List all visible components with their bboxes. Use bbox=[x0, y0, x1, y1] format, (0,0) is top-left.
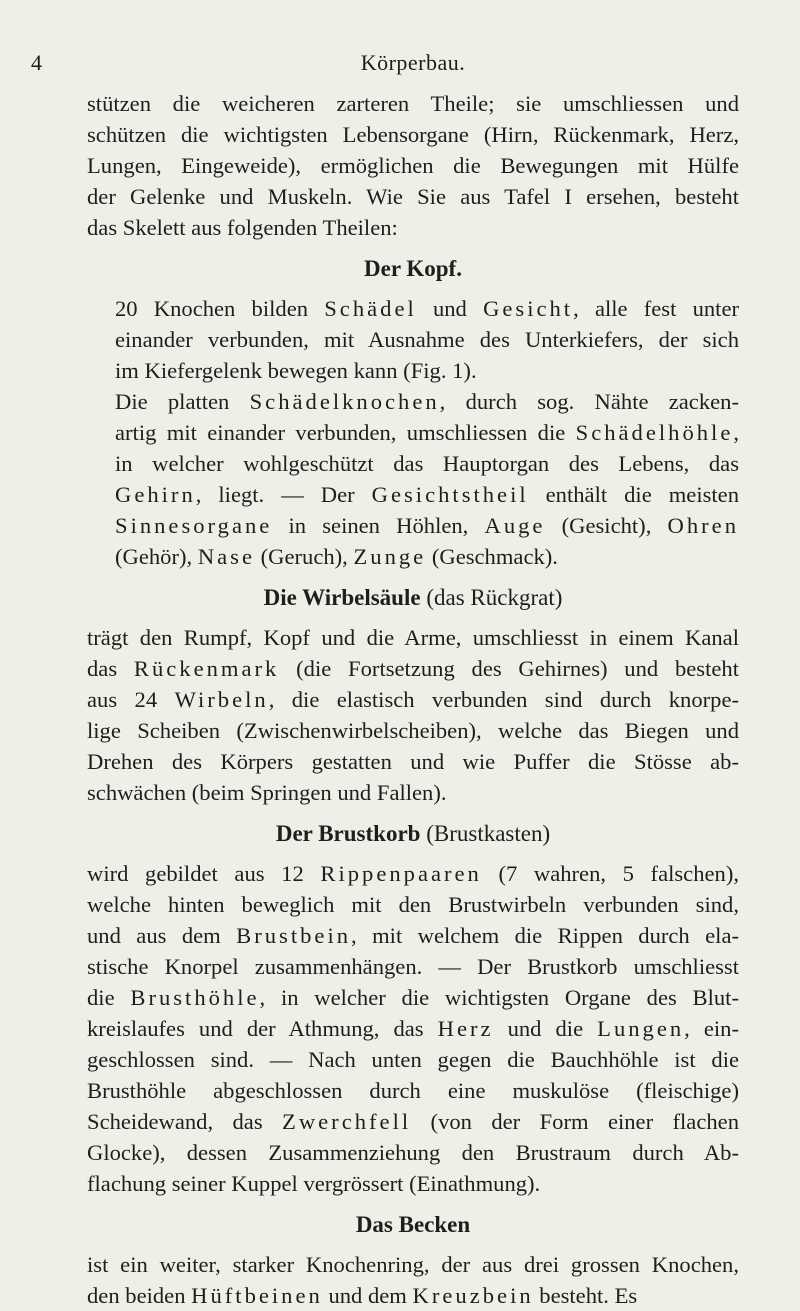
text-line: Drehen des Körpers gestatten und wie Puffer die Stösse ab- bbox=[87, 749, 739, 774]
emphasized-term: Brustbein bbox=[236, 923, 352, 948]
section-heading-kopf: Der Kopf. bbox=[364, 256, 462, 281]
kopf-paragraph-2 bbox=[87, 386, 739, 572]
text-line: stische Knorpel zusammenhängen. — Der Brustkorb umschliesst bbox=[87, 954, 739, 979]
emphasized-term: Kreuzbein bbox=[412, 1283, 534, 1308]
text-line: das Skelett aus folgenden Theilen: bbox=[87, 215, 398, 240]
text-line: und aus dem Brustbein, mit welchem die Rippen durch ela- bbox=[87, 923, 740, 948]
emphasized-term: Zwerchfell bbox=[282, 1109, 412, 1134]
text-line: 20 Knochen bilden Schädel und Gesicht, alle fest unter bbox=[115, 296, 740, 321]
running-title: Körperbau. bbox=[360, 50, 466, 75]
text-line: in welcher wohlgeschützt das Hauptorgan des Lebens, das bbox=[115, 451, 739, 476]
text-line: stützen die weicheren zarteren Theile; sie umschliessen und bbox=[87, 91, 739, 116]
book-page bbox=[31, 44, 740, 1311]
intro-paragraph bbox=[87, 88, 739, 243]
text-line: die Brusthöhle, in welcher die wichtigsten Organe des Blut- bbox=[87, 985, 739, 1010]
section-heading-becken: Das Becken bbox=[355, 1212, 471, 1237]
emphasized-term: Rippenpaaren bbox=[320, 861, 482, 886]
emphasized-term: Herz bbox=[437, 1016, 494, 1041]
becken-paragraph bbox=[87, 1249, 739, 1311]
running-head bbox=[31, 44, 739, 88]
text-line: Glocke), dessen Zusammenziehung den Brustraum durch Ab- bbox=[87, 1140, 739, 1165]
section-heading-wirbelsaeule: Die Wirbelsäule (das Rückgrat) bbox=[263, 585, 563, 610]
text-line: das Rückenmark (die Fortsetzung des Gehirnes) und besteht bbox=[87, 656, 739, 681]
kopf-paragraph-1 bbox=[87, 293, 739, 386]
text-line: Scheidewand, das Zwerchfell (von der Form einer flachen bbox=[87, 1109, 739, 1134]
text-line: Sinnesorgane in seinen Höhlen, Auge (Gesicht), Ohren bbox=[115, 513, 739, 538]
page-number: 4 bbox=[31, 50, 42, 75]
emphasized-term: Schädelhöhle bbox=[575, 420, 734, 445]
text-line: Lungen, Eingeweide), ermöglichen die Bewegungen mit Hülfe bbox=[87, 153, 739, 178]
text-line: lige Scheiben (Zwischenwirbelscheiben), welche das Biegen und bbox=[87, 718, 739, 743]
emphasized-term: Hüftbeinen bbox=[191, 1283, 323, 1308]
text-line: flachung seiner Kuppel vergrössert (Einathmung). bbox=[87, 1171, 541, 1196]
emphasized-term: Brusthöhle bbox=[130, 985, 260, 1010]
wirbelsaeule-paragraph bbox=[87, 622, 739, 808]
text-line: wird gebildet aus 12 Rippenpaaren (7 wahren, 5 falschen), bbox=[87, 861, 740, 886]
section-heading-brustkorb: Der Brustkorb (Brustkasten) bbox=[275, 821, 551, 846]
brustkorb-paragraph bbox=[87, 858, 739, 1199]
text-line: (Gehör), Nase (Geruch), Zunge (Geschmack). bbox=[115, 544, 558, 569]
text-line: den beiden Hüftbeinen und dem Kreuzbein besteht. Es bbox=[87, 1283, 638, 1308]
text-line: Brusthöhle abgeschlossen durch eine muskulöse (fleischige) bbox=[87, 1078, 739, 1103]
emphasized-term: Auge bbox=[484, 513, 546, 538]
emphasized-term: Schädelknochen bbox=[249, 389, 440, 414]
emphasized-term: Rückenmark bbox=[133, 656, 280, 681]
emphasized-term: Wirbeln bbox=[174, 687, 269, 712]
text-line: schwächen (beim Springen und Fallen). bbox=[87, 780, 447, 805]
text-line: einander verbunden, mit Ausnahme des Unterkiefers, der sich bbox=[115, 327, 739, 352]
text-line: ist ein weiter, starker Knochenring, der aus drei grossen Knochen, bbox=[87, 1252, 739, 1277]
emphasized-term: Gesicht bbox=[483, 296, 574, 321]
emphasized-term: Schädel bbox=[324, 296, 417, 321]
emphasized-term: Gesichtstheil bbox=[371, 482, 529, 507]
emphasized-term: Gehirn bbox=[115, 482, 196, 507]
text-line: artig mit einander verbunden, umschliessen die Schädelhöhle, bbox=[115, 420, 739, 445]
text-line: welche hinten beweglich mit den Brustwirbeln verbunden sind, bbox=[87, 892, 739, 917]
text-line: schützen die wichtigsten Lebensorgane (Hirn, Rückenmark, Herz, bbox=[87, 122, 739, 147]
text-line: der Gelenke und Muskeln. Wie Sie aus Tafel I ersehen, besteht bbox=[87, 184, 739, 209]
text-line: kreislaufes und der Athmung, das Herz und die Lungen, ein- bbox=[87, 1016, 739, 1041]
emphasized-term: Lungen bbox=[597, 1016, 685, 1041]
emphasized-term: Sinnesorgane bbox=[115, 513, 273, 538]
text-line: im Kiefergelenk bewegen kann (Fig. 1). bbox=[115, 358, 477, 383]
text-line: Gehirn, liegt. — Der Gesichtstheil enthält die meisten bbox=[115, 482, 739, 507]
emphasized-term: Ohren bbox=[667, 513, 739, 538]
text-line: trägt den Rumpf, Kopf und die Arme, umschliesst in einem Kanal bbox=[87, 625, 739, 650]
text-line: aus 24 Wirbeln, die elastisch verbunden sind durch knorpe- bbox=[87, 687, 739, 712]
text-line: Die platten Schädelknochen, durch sog. Nähte zacken- bbox=[115, 389, 739, 414]
emphasized-term: Zunge bbox=[353, 544, 427, 569]
emphasized-term: Nase bbox=[197, 544, 255, 569]
text-line: geschlossen sind. — Nach unten gegen die Bauchhöhle ist die bbox=[87, 1047, 739, 1072]
